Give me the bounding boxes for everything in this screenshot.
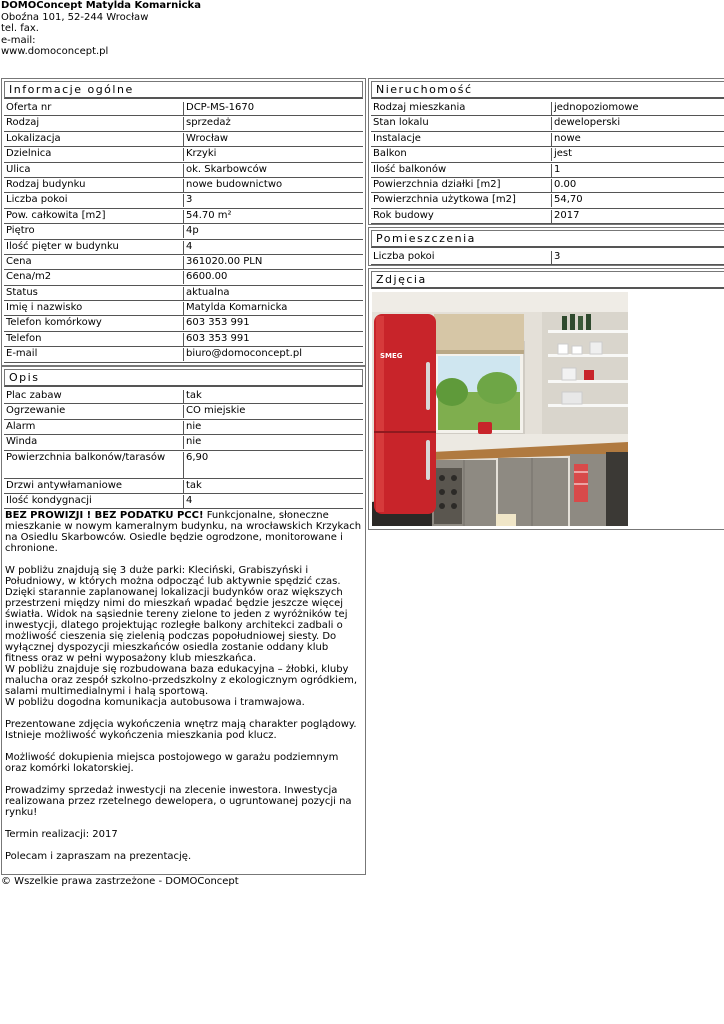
- description-table: [2, 389, 365, 509]
- table-row: [4, 435, 363, 450]
- table-row: [4, 178, 363, 193]
- row-value: 6,90: [183, 452, 208, 478]
- company-address: Oboźna 101, 52-244 Wrocław: [1, 11, 149, 23]
- row-value: 1: [551, 164, 560, 177]
- row-label: Lokalizacja: [6, 132, 61, 144]
- row-value: 4: [183, 495, 192, 508]
- description-title: Opis: [4, 369, 363, 387]
- description-panel: [1, 366, 366, 875]
- fridge-brand-logo: SMEG: [380, 352, 403, 360]
- table-row: [4, 316, 363, 331]
- row-label: Status: [6, 286, 38, 298]
- table-row: [4, 193, 363, 208]
- rooms-table: [369, 250, 724, 265]
- row-label: Cena: [6, 255, 32, 267]
- row-value: 54.70 m²: [183, 210, 232, 223]
- table-row: [4, 101, 363, 116]
- row-value: 6600.00: [183, 271, 227, 284]
- row-value: nowe budownictwo: [183, 179, 282, 192]
- table-row: [4, 347, 363, 362]
- row-label: Plac zabaw: [6, 390, 62, 401]
- company-name: DOMOConcept Matylda Komarnicka: [1, 0, 201, 11]
- row-label: Rodzaj: [6, 117, 40, 129]
- row-label: Telefon komórkowy: [6, 317, 102, 329]
- table-row: [4, 255, 363, 270]
- row-value: sprzedaż: [183, 117, 231, 130]
- row-label: Alarm: [6, 420, 36, 432]
- table-row: [4, 301, 363, 316]
- row-label: Rok budowy: [373, 209, 434, 221]
- row-label: Piętro: [6, 225, 35, 237]
- row-value: nie: [183, 436, 201, 449]
- row-label: Liczba pokoi: [373, 251, 435, 262]
- table-row: [4, 163, 363, 178]
- description-lead-text: Funkcjonalne, słoneczne mieszkanie w nowym kameralnym budynku, na wrocławskich Krzykach na Osiedlu Skarbowców. Osiedle będzie ogrodzone, monitorowane i chronione.: [5, 510, 362, 555]
- row-label: Balkon: [373, 148, 407, 160]
- row-value: tak: [183, 480, 202, 493]
- row-value: deweloperski: [551, 117, 620, 130]
- table-row: [4, 147, 363, 162]
- row-label: E-mail: [6, 348, 38, 360]
- description-lead: [5, 510, 362, 554]
- description-text: [2, 510, 365, 862]
- general-info-title: Informacje ogólne: [4, 81, 363, 99]
- rooms-title: Pomieszczenia: [371, 230, 724, 248]
- row-label: Telefon: [6, 332, 42, 344]
- row-value: jest: [551, 148, 572, 161]
- row-value: nowe: [551, 133, 581, 146]
- property-panel: [368, 78, 724, 225]
- row-value: 54,70: [551, 194, 583, 207]
- table-row: [4, 286, 363, 301]
- property-title: Nieruchomość: [371, 81, 724, 99]
- description-paragraph-invite: Polecam i zapraszam na prezentację.: [5, 851, 192, 863]
- row-label: Rodzaj mieszkania: [373, 102, 466, 113]
- row-label: Stan lokalu: [373, 117, 429, 129]
- kitchen-photo[interactable]: [372, 292, 628, 526]
- description-paragraph-investor: Prowadzimy sprzedaż inwestycji na zlecenie inwestora. Inwestycja realizowana przez rzetelnego dewelopera, o ugruntowanej pozycji na rynku!: [5, 785, 352, 819]
- row-value: 3: [551, 251, 560, 264]
- table-row: [371, 193, 724, 208]
- rooms-panel: [368, 227, 724, 266]
- row-label: Powierzchnia balkonów/tarasów: [6, 451, 166, 463]
- row-value: 603 353 991: [183, 333, 250, 346]
- company-phone: tel. fax.: [1, 23, 39, 34]
- row-label: Dzielnica: [6, 148, 52, 160]
- table-row: [4, 389, 363, 404]
- row-label: Ilość kondygnacji: [6, 494, 92, 506]
- table-row: [4, 332, 363, 347]
- row-value: Krzyki: [183, 148, 216, 161]
- row-value: 2017: [551, 210, 579, 223]
- row-label: Pow. całkowita [m2]: [6, 209, 106, 221]
- table-row: [4, 209, 363, 224]
- row-value: DCP-MS-1670: [183, 102, 254, 115]
- row-value: 3: [183, 194, 192, 207]
- table-row: [371, 178, 724, 193]
- table-row: [371, 163, 724, 178]
- general-info-panel: [1, 78, 366, 366]
- photos-title: Zdjęcia: [371, 271, 724, 289]
- row-label: Powierzchnia użytkowa [m2]: [373, 194, 516, 206]
- row-label: Powierzchnia działki [m2]: [373, 178, 501, 190]
- row-label: Cena/m2: [6, 271, 52, 283]
- row-value: biuro@domoconcept.pl: [183, 348, 302, 361]
- row-label: Liczba pokoi: [6, 194, 68, 206]
- table-row: [4, 451, 363, 479]
- company-website: www.domoconcept.pl: [1, 46, 109, 57]
- description-paragraph-parking: Możliwość dokupienia miejsca postojowego w garażu podziemnym oraz komórki lokatorskiej.: [5, 752, 339, 775]
- row-value: aktualna: [183, 287, 230, 300]
- row-label: Ulica: [6, 163, 31, 175]
- table-row: [371, 147, 724, 162]
- row-label: Instalacje: [373, 132, 421, 144]
- description-lead-bold: BEZ PROWIZJI ! BEZ PODATKU PCC!: [5, 510, 204, 522]
- table-row: [4, 132, 363, 147]
- row-value: 603 353 991: [183, 317, 250, 330]
- row-label: Oferta nr: [6, 102, 52, 113]
- table-row: [4, 404, 363, 419]
- description-paragraph-parks: W pobliżu znajdują się 3 duże parki: Kleciński, Grabiszyński i Południowy, w których można odpocząć lub aktywnie spędzić czas. Dzięki starannie zaplanowanej lokalizacji budynków oraz większych przestrzeni między nimi do mieszkań wpadać będzie jeszcze więcej światła. Widok na sąsiednie tereny zielone to jeden z wyróżników tej inwestycji, dlatego projektując rozległe balkony architekci zadbali o możliwość cieszenia się zielenią podczas popołudniowej siesty. Do wyłącznej dyspozycji mieszkańców osiedla zostanie oddany klub fitness oraz w pełni wyposażony klub mieszkańca.: [5, 565, 348, 665]
- description-paragraph-education: W pobliżu znajduje się rozbudowana baza edukacyjna – żłobki, kluby malucha oraz zespół szkolno-przedszkolny z ekologicznym ogródkiem, salami multimedialnymi i halą sportową.: [5, 664, 358, 698]
- table-row: [4, 479, 363, 494]
- description-paragraph-completion: Termin realizacji: 2017: [5, 829, 118, 841]
- table-row: [4, 224, 363, 239]
- row-label: Ogrzewanie: [6, 405, 66, 417]
- row-value: nie: [183, 421, 201, 434]
- table-row: [371, 101, 724, 116]
- table-row: [371, 250, 724, 265]
- row-value: Wrocław: [183, 133, 228, 146]
- row-value: 361020.00 PLN: [183, 256, 262, 269]
- table-row: [371, 132, 724, 147]
- row-value: 4: [183, 241, 192, 254]
- row-label: Ilość balkonów: [373, 163, 447, 175]
- table-row: [371, 116, 724, 131]
- table-row: [4, 240, 363, 255]
- row-label: Winda: [6, 436, 38, 448]
- table-row: [4, 420, 363, 435]
- row-value: 0.00: [551, 179, 576, 192]
- row-value: jednopoziomowe: [551, 102, 639, 115]
- row-value: ok. Skarbowców: [183, 164, 267, 177]
- property-table: [369, 101, 724, 224]
- table-row: [4, 116, 363, 131]
- general-info-table: [2, 101, 365, 363]
- row-value: Matylda Komarnicka: [183, 302, 287, 315]
- row-label: Rodzaj budynku: [6, 178, 86, 190]
- company-email: e-mail:: [1, 34, 36, 46]
- table-row: [4, 270, 363, 285]
- table-row: [371, 209, 724, 224]
- row-value: tak: [183, 390, 202, 403]
- row-value: 4p: [183, 225, 199, 238]
- row-label: Ilość pięter w budynku: [6, 240, 119, 252]
- description-paragraph-transport: W pobliżu dogodna komunikacja autobusowa i tramwajowa.: [5, 697, 305, 709]
- agency-header: [1, 0, 201, 58]
- footer-copyright: © Wszelkie prawa zastrzeżone - DOMOConcept: [1, 876, 239, 887]
- row-value: CO miejskie: [183, 405, 245, 418]
- table-row: [4, 494, 363, 509]
- row-label: Drzwi antywłamaniowe: [6, 479, 123, 491]
- row-label: Imię i nazwisko: [6, 302, 83, 314]
- description-paragraph-photos: Prezentowane zdjęcia wykończenia wnętrz mają charakter poglądowy. Istnieje możliwość wykończenia mieszkania pod klucz.: [5, 719, 357, 742]
